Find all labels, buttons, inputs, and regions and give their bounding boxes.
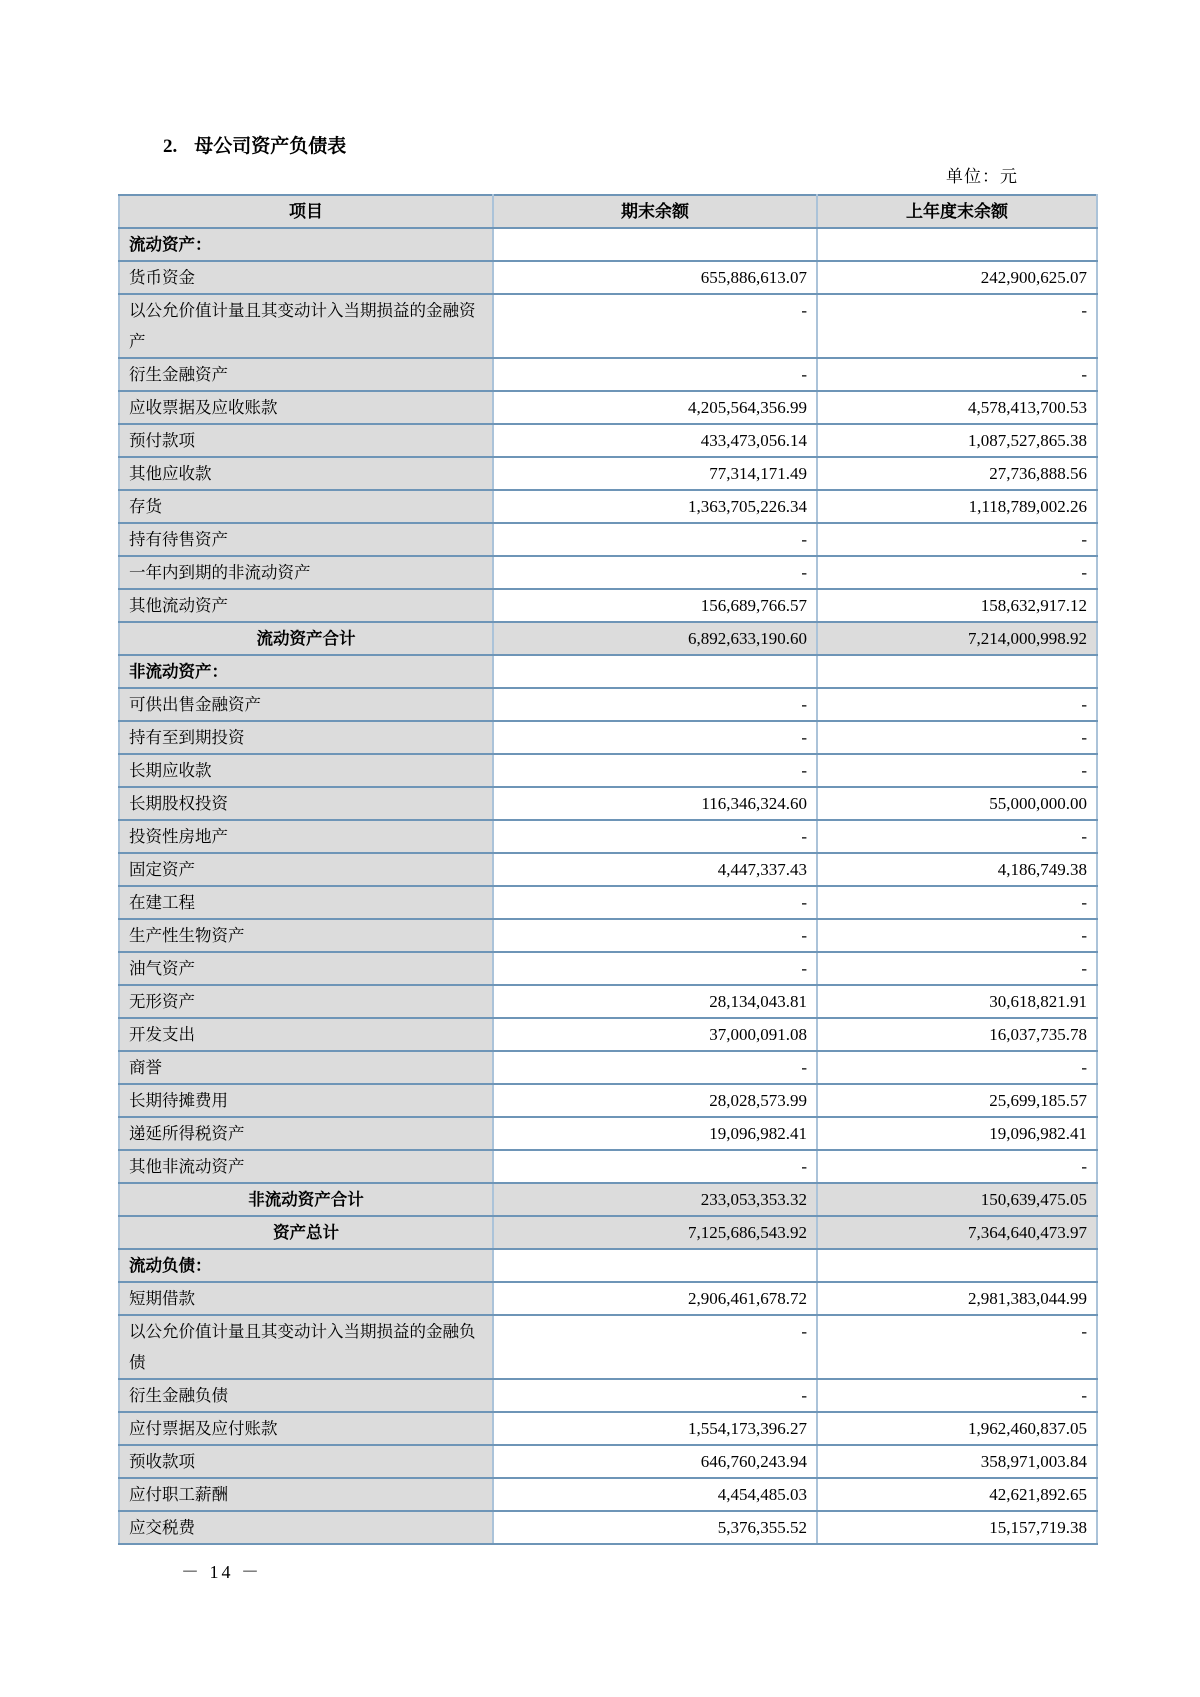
cell-prior-year-balance: 1,118,789,002.26 <box>817 490 1097 523</box>
cell-prior-year-balance: - <box>817 688 1097 721</box>
table-row <box>119 358 1097 391</box>
table-row <box>119 754 1097 787</box>
cell-prior-year-balance: - <box>817 556 1097 589</box>
table-row <box>119 228 1097 261</box>
cell-prior-year-balance: 42,621,892.65 <box>817 1478 1097 1511</box>
cell-ending-balance: - <box>493 919 817 952</box>
cell-ending-balance: - <box>493 952 817 985</box>
row-label: 预收款项 <box>119 1445 493 1478</box>
cell-ending-balance: - <box>493 886 817 919</box>
cell-ending-balance: - <box>493 688 817 721</box>
cell-ending-balance: 4,447,337.43 <box>493 853 817 886</box>
cell-prior-year-balance: 2,981,383,044.99 <box>817 1282 1097 1315</box>
cell-prior-year-balance: - <box>817 1051 1097 1084</box>
row-label: 流动资产： <box>119 228 493 261</box>
cell-prior-year-balance: 158,632,917.12 <box>817 589 1097 622</box>
cell-prior-year-balance: 242,900,625.07 <box>817 261 1097 294</box>
cell-ending-balance: - <box>493 1150 817 1183</box>
table-row <box>119 1216 1097 1249</box>
table-row <box>119 294 1097 358</box>
cell-ending-balance: 7,125,686,543.92 <box>493 1216 817 1249</box>
cell-ending-balance: 1,363,705,226.34 <box>493 490 817 523</box>
row-label: 油气资产 <box>119 952 493 985</box>
row-label: 长期应收款 <box>119 754 493 787</box>
row-label: 流动资产合计 <box>119 622 493 655</box>
cell-ending-balance: - <box>493 1379 817 1412</box>
row-label: 资产总计 <box>119 1216 493 1249</box>
row-label: 其他非流动资产 <box>119 1150 493 1183</box>
row-label: 递延所得税资产 <box>119 1117 493 1150</box>
cell-prior-year-balance: - <box>817 523 1097 556</box>
cell-ending-balance: - <box>493 358 817 391</box>
page-number: － 14 － <box>181 1562 262 1582</box>
table-row <box>119 952 1097 985</box>
table-row <box>119 391 1097 424</box>
row-label: 应付职工薪酬 <box>119 1478 493 1511</box>
cell-prior-year-balance: 4,578,413,700.53 <box>817 391 1097 424</box>
row-label: 衍生金融资产 <box>119 358 493 391</box>
section-heading <box>163 131 346 158</box>
cell-ending-balance: - <box>493 754 817 787</box>
table-row <box>119 886 1097 919</box>
cell-ending-balance: 433,473,056.14 <box>493 424 817 457</box>
table-row <box>119 622 1097 655</box>
row-label: 以公允价值计量且其变动计入当期损益的金融资产 <box>119 294 493 358</box>
cell-ending-balance: - <box>493 294 817 358</box>
cell-ending-balance: 4,454,485.03 <box>493 1478 817 1511</box>
row-label: 应交税费 <box>119 1511 493 1544</box>
cell-prior-year-balance: - <box>817 886 1097 919</box>
cell-prior-year-balance: - <box>817 952 1097 985</box>
cell-prior-year-balance: - <box>817 721 1097 754</box>
cell-prior-year-balance: - <box>817 919 1097 952</box>
cell-prior-year-balance: 30,618,821.91 <box>817 985 1097 1018</box>
cell-prior-year-balance <box>817 655 1097 688</box>
row-label: 应付票据及应付账款 <box>119 1412 493 1445</box>
table-row <box>119 853 1097 886</box>
row-label: 固定资产 <box>119 853 493 886</box>
row-label: 短期借款 <box>119 1282 493 1315</box>
row-label: 其他应收款 <box>119 457 493 490</box>
cell-prior-year-balance: - <box>817 754 1097 787</box>
cell-prior-year-balance: - <box>817 1150 1097 1183</box>
cell-ending-balance: - <box>493 1315 817 1379</box>
cell-ending-balance: 646,760,243.94 <box>493 1445 817 1478</box>
cell-ending-balance <box>493 655 817 688</box>
table-header-row <box>119 195 1097 228</box>
table-row <box>119 1150 1097 1183</box>
table-row <box>119 1084 1097 1117</box>
cell-ending-balance: 4,205,564,356.99 <box>493 391 817 424</box>
cell-prior-year-balance: 1,962,460,837.05 <box>817 1412 1097 1445</box>
cell-prior-year-balance: - <box>817 358 1097 391</box>
row-label: 长期待摊费用 <box>119 1084 493 1117</box>
column-header-item: 项目 <box>119 195 493 228</box>
row-label: 持有待售资产 <box>119 523 493 556</box>
table-row <box>119 1249 1097 1282</box>
row-label: 非流动资产： <box>119 655 493 688</box>
cell-ending-balance <box>493 1249 817 1282</box>
table-row <box>119 1282 1097 1315</box>
cell-ending-balance: 6,892,633,190.60 <box>493 622 817 655</box>
cell-prior-year-balance: 27,736,888.56 <box>817 457 1097 490</box>
row-label: 无形资产 <box>119 985 493 1018</box>
row-label: 其他流动资产 <box>119 589 493 622</box>
row-label: 投资性房地产 <box>119 820 493 853</box>
row-label: 一年内到期的非流动资产 <box>119 556 493 589</box>
cell-ending-balance: - <box>493 556 817 589</box>
cell-ending-balance: 28,134,043.81 <box>493 985 817 1018</box>
cell-ending-balance: - <box>493 1051 817 1084</box>
cell-ending-balance: - <box>493 820 817 853</box>
cell-prior-year-balance: 55,000,000.00 <box>817 787 1097 820</box>
section-title: 母公司资产负债表 <box>194 136 347 157</box>
table-row <box>119 1051 1097 1084</box>
table-row <box>119 1018 1097 1051</box>
row-label: 商誉 <box>119 1051 493 1084</box>
table-row <box>119 1117 1097 1150</box>
table-row <box>119 1379 1097 1412</box>
cell-ending-balance: - <box>493 523 817 556</box>
table-row <box>119 688 1097 721</box>
cell-ending-balance: 1,554,173,396.27 <box>493 1412 817 1445</box>
cell-prior-year-balance: 150,639,475.05 <box>817 1183 1097 1216</box>
table-row <box>119 424 1097 457</box>
cell-prior-year-balance: 15,157,719.38 <box>817 1511 1097 1544</box>
table-row <box>119 261 1097 294</box>
column-header-prior-year-balance: 上年度末余额 <box>817 195 1097 228</box>
cell-prior-year-balance: - <box>817 294 1097 358</box>
cell-prior-year-balance: 7,364,640,473.97 <box>817 1216 1097 1249</box>
table-row <box>119 1445 1097 1478</box>
row-label: 货币资金 <box>119 261 493 294</box>
section-number: 2. <box>163 136 178 157</box>
cell-ending-balance: 5,376,355.52 <box>493 1511 817 1544</box>
cell-prior-year-balance: 19,096,982.41 <box>817 1117 1097 1150</box>
table-row <box>119 1412 1097 1445</box>
cell-prior-year-balance: 25,699,185.57 <box>817 1084 1097 1117</box>
table-row <box>119 820 1097 853</box>
cell-prior-year-balance <box>817 228 1097 261</box>
row-label: 衍生金融负债 <box>119 1379 493 1412</box>
cell-ending-balance: 233,053,353.32 <box>493 1183 817 1216</box>
table-row <box>119 556 1097 589</box>
balance-sheet-table <box>118 194 1098 1545</box>
row-label: 生产性生物资产 <box>119 919 493 952</box>
table-row <box>119 1183 1097 1216</box>
cell-prior-year-balance: 7,214,000,998.92 <box>817 622 1097 655</box>
cell-ending-balance: - <box>493 721 817 754</box>
cell-prior-year-balance: 4,186,749.38 <box>817 853 1097 886</box>
cell-prior-year-balance <box>817 1249 1097 1282</box>
unit-row <box>118 162 1096 187</box>
row-label: 持有至到期投资 <box>119 721 493 754</box>
cell-ending-balance: 28,028,573.99 <box>493 1084 817 1117</box>
cell-prior-year-balance: - <box>817 1315 1097 1379</box>
cell-ending-balance: 37,000,091.08 <box>493 1018 817 1051</box>
table-row <box>119 589 1097 622</box>
cell-prior-year-balance: 358,971,003.84 <box>817 1445 1097 1478</box>
table-row <box>119 1315 1097 1379</box>
row-label: 以公允价值计量且其变动计入当期损益的金融负债 <box>119 1315 493 1379</box>
row-label: 应收票据及应收账款 <box>119 391 493 424</box>
row-label: 长期股权投资 <box>119 787 493 820</box>
table-row <box>119 721 1097 754</box>
cell-prior-year-balance: 16,037,735.78 <box>817 1018 1097 1051</box>
cell-ending-balance <box>493 228 817 261</box>
column-header-ending-balance: 期末余额 <box>493 195 817 228</box>
table-row <box>119 490 1097 523</box>
table-row <box>119 787 1097 820</box>
table-row <box>119 523 1097 556</box>
table-row <box>119 1511 1097 1544</box>
cell-ending-balance: 156,689,766.57 <box>493 589 817 622</box>
cell-ending-balance: 2,906,461,678.72 <box>493 1282 817 1315</box>
row-label: 在建工程 <box>119 886 493 919</box>
cell-ending-balance: 655,886,613.07 <box>493 261 817 294</box>
row-label: 存货 <box>119 490 493 523</box>
cell-ending-balance: 77,314,171.49 <box>493 457 817 490</box>
table-row <box>119 1478 1097 1511</box>
row-label: 非流动资产合计 <box>119 1183 493 1216</box>
cell-prior-year-balance: 1,087,527,865.38 <box>817 424 1097 457</box>
cell-prior-year-balance: - <box>817 1379 1097 1412</box>
row-label: 预付款项 <box>119 424 493 457</box>
row-label: 可供出售金融资产 <box>119 688 493 721</box>
cell-prior-year-balance: - <box>817 820 1097 853</box>
unit-label: 单位：元 <box>946 167 1018 186</box>
table-row <box>119 985 1097 1018</box>
table-row <box>119 919 1097 952</box>
cell-ending-balance: 116,346,324.60 <box>493 787 817 820</box>
row-label: 流动负债： <box>119 1249 493 1282</box>
cell-ending-balance: 19,096,982.41 <box>493 1117 817 1150</box>
row-label: 开发支出 <box>119 1018 493 1051</box>
table-row <box>119 457 1097 490</box>
table-row <box>119 655 1097 688</box>
